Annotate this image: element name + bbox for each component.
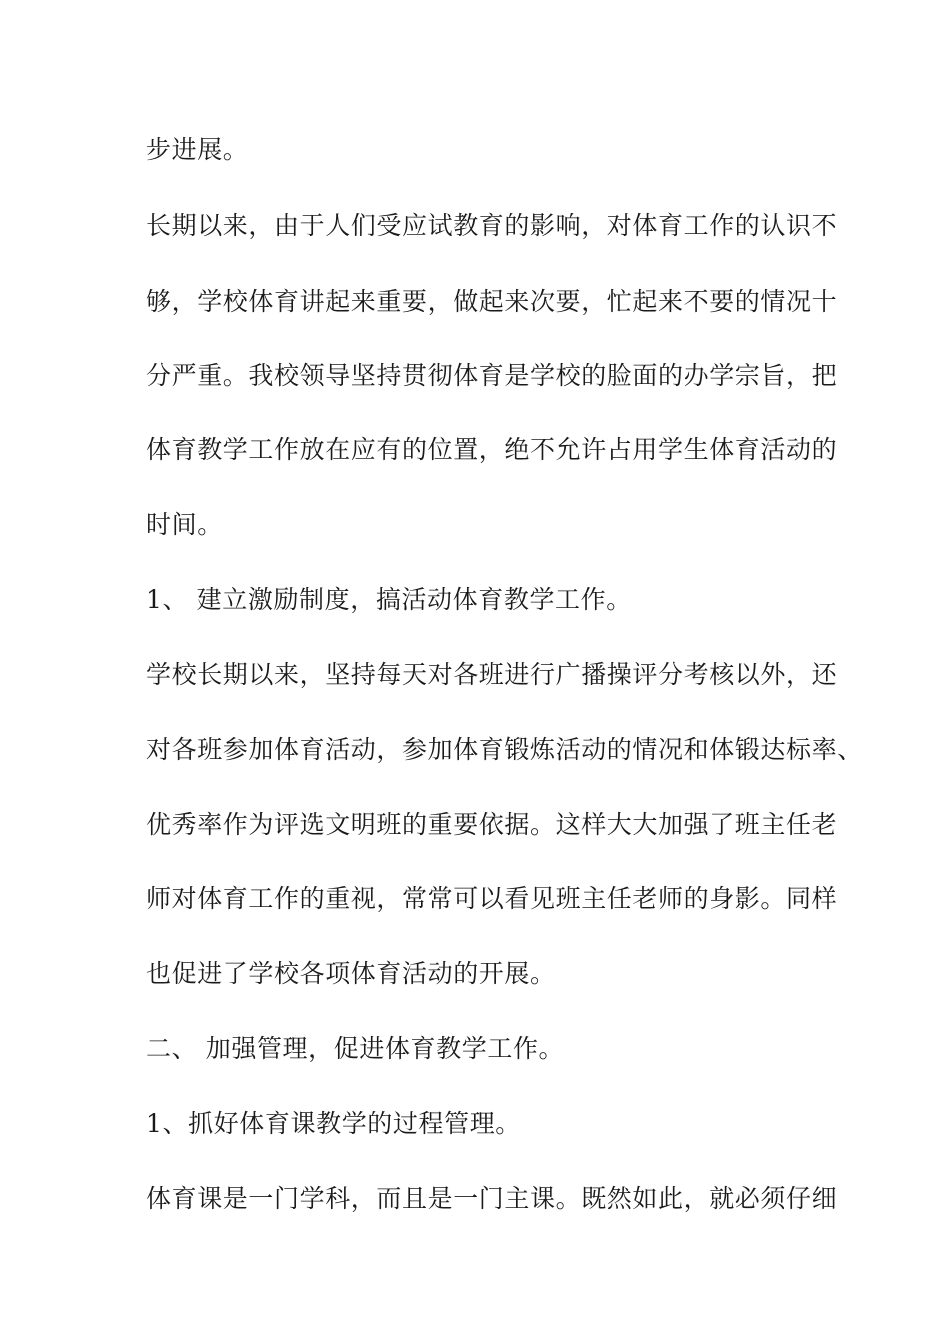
text-line: 优秀率作为评选文明班的重要依据。这样大大加强了班主任老 [146, 810, 838, 839]
text-line: 时间。 [146, 510, 223, 539]
text-line: 分严重。我校领导坚持贯彻体育是学校的脸面的办学宗旨，把 [146, 361, 838, 390]
text-line: 体育课是一门学科，而且是一门主课。既然如此，就必须仔细 [146, 1184, 838, 1213]
text-line: 师对体育工作的重视，常常可以看见班主任老师的身影。同样 [146, 884, 838, 913]
text-line: 长期以来，由于人们受应试教育的影响，对体育工作的认识不 [146, 211, 838, 240]
text-line: 对各班参加体育活动，参加体育锻炼活动的情况和体锻达标率、 [146, 735, 863, 764]
section-heading: 二、 加强管理，促进体育教学工作。 [146, 1034, 565, 1063]
subsection-heading: 1、抓好体育课教学的过程管理。 [146, 1109, 521, 1138]
section-heading: 1、 建立激励制度，搞活动体育教学工作。 [146, 585, 632, 614]
text-line: 也促进了学校各项体育活动的开展。 [146, 959, 556, 988]
text-line: 体育教学工作放在应有的位置，绝不允许占用学生体育活动的 [146, 435, 838, 464]
text-line: 够，学校体育讲起来重要，做起来次要，忙起来不要的情况十 [146, 287, 838, 316]
text-line: 学校长期以来，坚持每天对各班进行广播操评分考核以外，还 [146, 660, 838, 689]
text-line: 步进展。 [146, 135, 249, 164]
